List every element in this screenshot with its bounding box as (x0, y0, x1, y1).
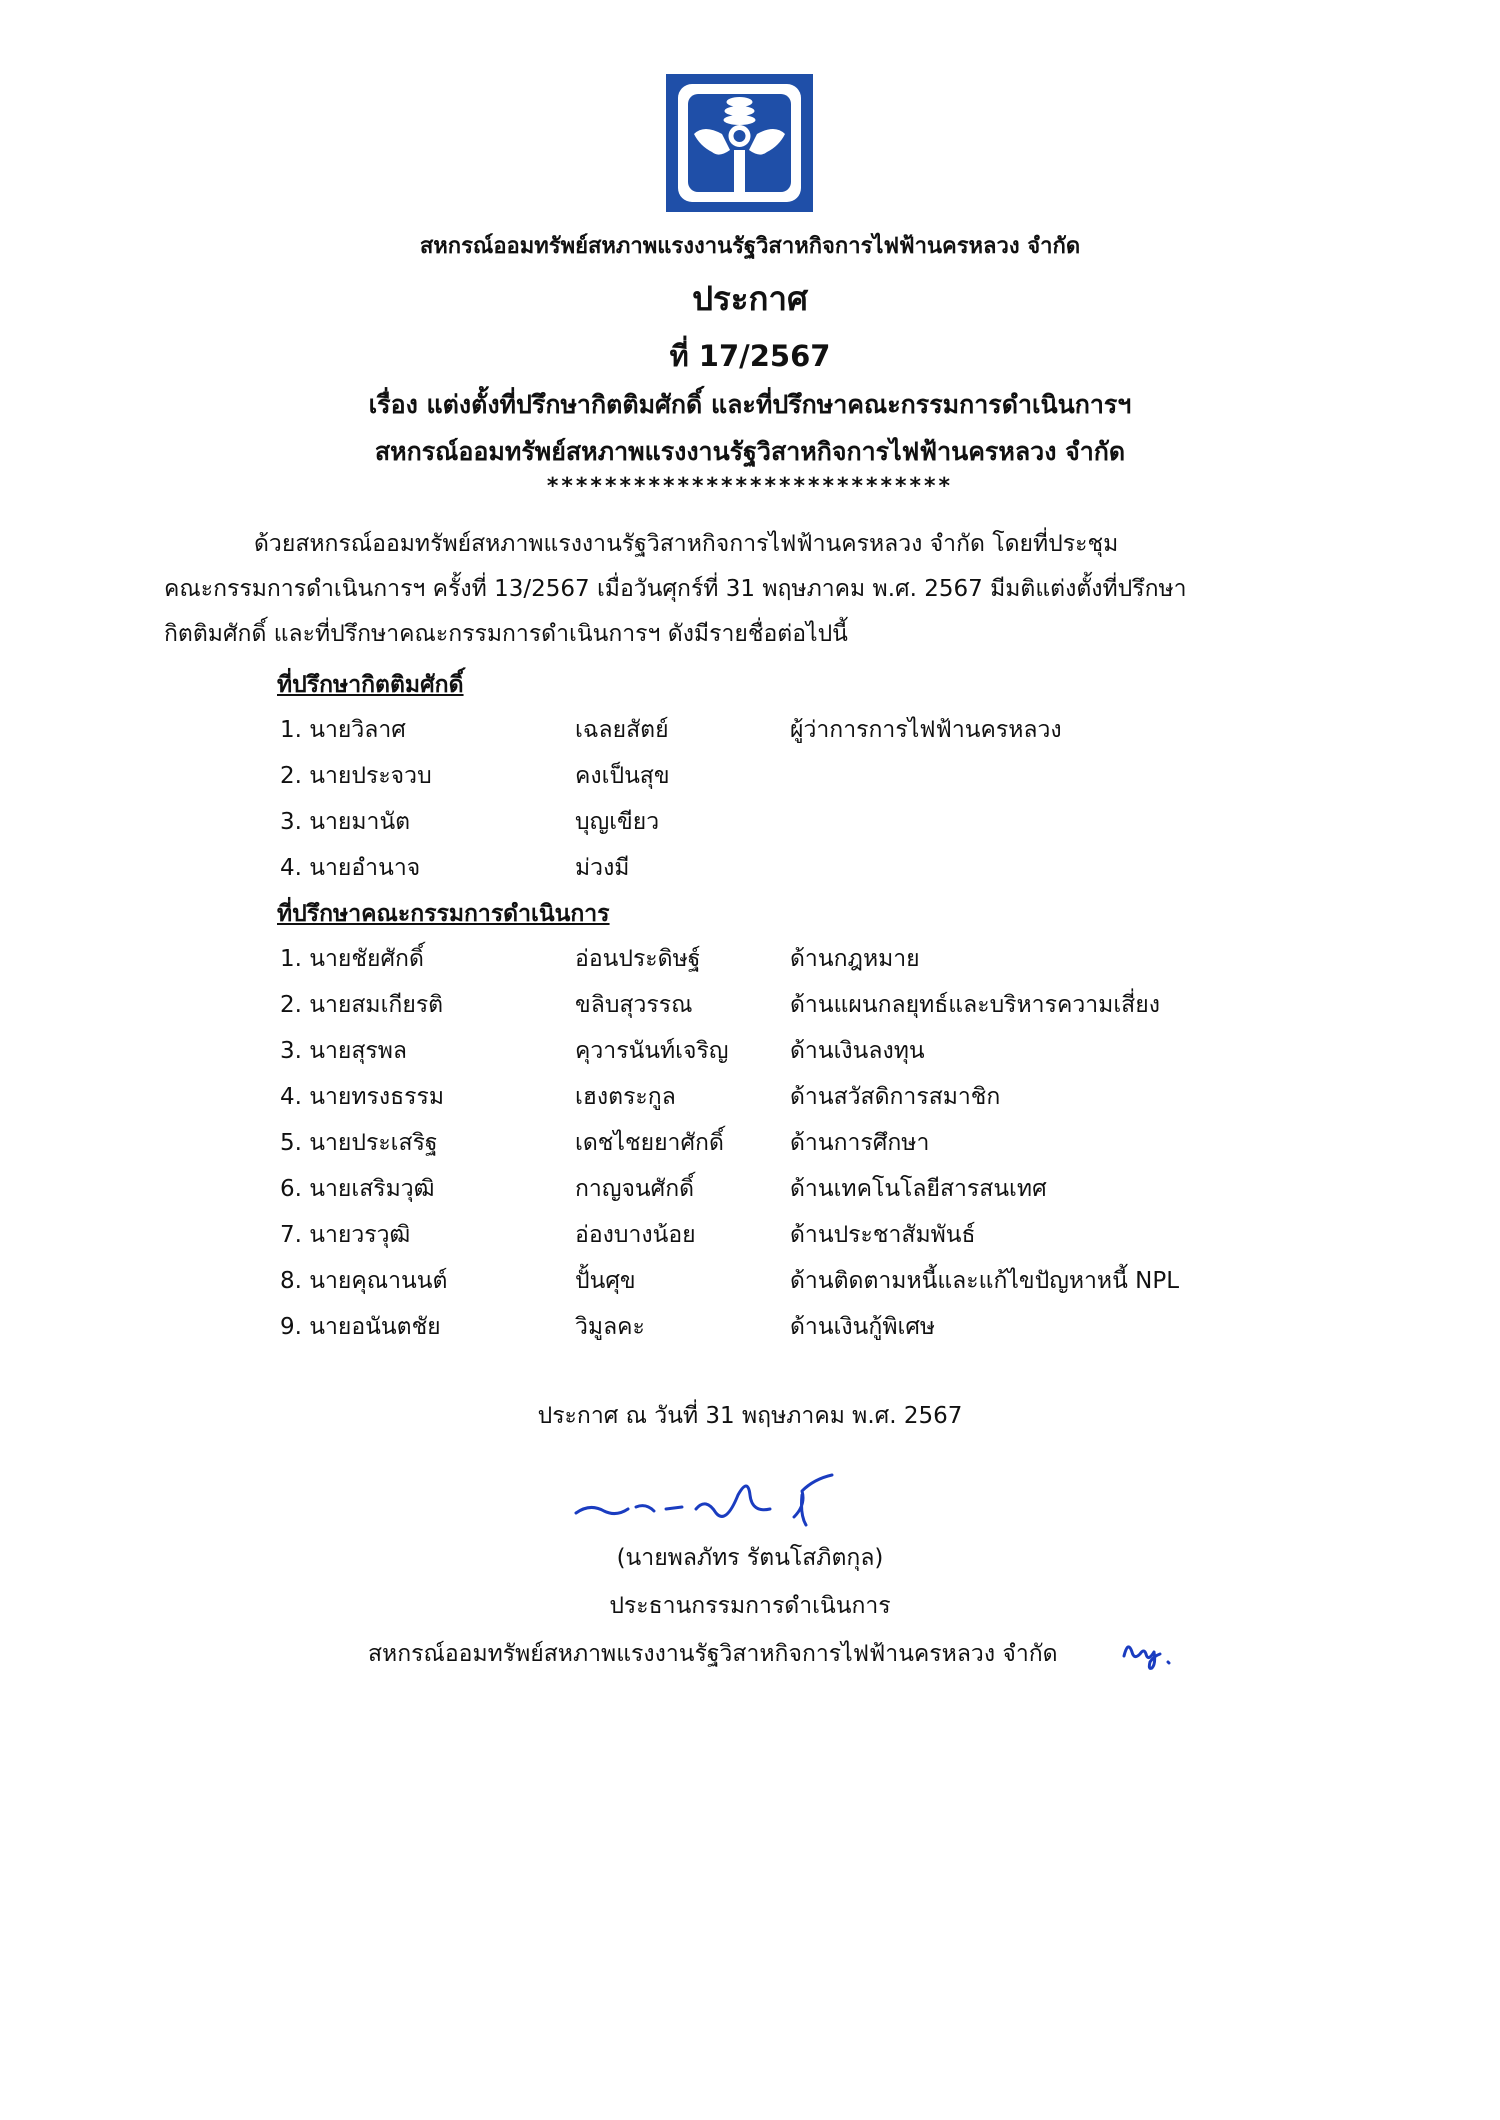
list-item (280, 712, 1280, 757)
member-surname: คุวารนันท์เจริญ (575, 1038, 729, 1064)
member-name: 7. นายวรวุฒิ (280, 1222, 411, 1248)
signer-org: สหกรณ์ออมทรัพย์สหภาพแรงงานรัฐวิสาหกิจการไฟฟ้านครหลวง จำกัด (368, 1641, 1058, 1667)
member-position: ด้านแผนกลยุทธ์และบริหารความเสี่ยง (790, 992, 1160, 1018)
list-item (280, 941, 1280, 986)
member-surname: อ่องบางน้อย (575, 1222, 696, 1248)
signer-name: (นายพลภัทร รัตนโสภิตกุล) (616, 1545, 884, 1571)
list-item (280, 1079, 1280, 1124)
member-surname: กาญจนศักดิ์ (575, 1176, 695, 1202)
member-name: 3. นายมานัต (280, 809, 411, 835)
list-item (280, 1033, 1280, 1078)
document-number: ที่ 17/2567 (669, 339, 831, 373)
handwritten-initials-icon (1118, 1630, 1176, 1670)
member-name: 4. นายทรงธรรม (280, 1084, 445, 1110)
member-position: ด้านเงินลงทุน (790, 1038, 925, 1064)
subject-org-line: สหกรณ์ออมทรัพย์สหภาพแรงงานรัฐวิสาหกิจการไฟฟ้านครหลวง จำกัด (374, 437, 1126, 466)
member-position: ผู้ว่าการการไฟฟ้านครหลวง (790, 717, 1062, 743)
list-item (280, 987, 1280, 1032)
member-surname: ปั้นศุข (575, 1268, 636, 1294)
member-position: ด้านติดตามหนี้และแก้ไขปัญหาหนี้ NPL (790, 1268, 1180, 1294)
body-line-1: ด้วยสหกรณ์ออมทรัพย์สหภาพแรงงานรัฐวิสาหกิจการไฟฟ้านครหลวง จำกัด โดยที่ประชุม (254, 531, 1119, 557)
signer-title: ประธานกรรมการดำเนินการ (609, 1593, 891, 1619)
body-line-3: กิตติมศักดิ์ และที่ปรึกษาคณะกรรมการดำเนินการฯ ดังมีรายชื่อต่อไปนี้ (164, 621, 848, 647)
member-surname: เฮงตระกูล (575, 1084, 676, 1110)
member-surname: อ่อนประดิษฐ์ (575, 946, 701, 972)
list-item (280, 1309, 1280, 1354)
member-surname: ม่วงมี (575, 855, 630, 881)
document-title: ประกาศ (692, 279, 808, 318)
list-item (280, 1171, 1280, 1216)
list-item (280, 850, 1280, 895)
member-name: 2. นายประจวบ (280, 763, 432, 789)
member-name: 2. นายสมเกียรติ (280, 992, 444, 1018)
member-position: ด้านประชาสัมพันธ์ (790, 1222, 976, 1248)
honorary-heading: ที่ปรึกษากิตติมศักดิ์ (277, 672, 464, 698)
member-surname: เดชไชยยาศักดิ์ (575, 1130, 724, 1156)
member-surname: ขลิบสุวรรณ (575, 992, 693, 1018)
committee-heading: ที่ปรึกษาคณะกรรมการดำเนินการ (277, 901, 610, 927)
subject-line: เรื่อง แต่งตั้งที่ปรึกษากิตติมศักดิ์ และที่ปรึกษาคณะกรรมการดำเนินการฯ (368, 390, 1132, 419)
member-name: 4. นายอำนาจ (280, 855, 421, 881)
handwritten-signature-icon (570, 1465, 890, 1535)
member-name: 1. นายวิลาศ (280, 717, 406, 743)
member-name: 6. นายเสริมวุฒิ (280, 1176, 435, 1202)
member-position: ด้านสวัสดิการสมาชิก (790, 1084, 1001, 1110)
member-position: ด้านเงินกู้พิเศษ (790, 1314, 936, 1340)
member-position: ด้านเทคโนโลยีสารสนเทศ (790, 1176, 1047, 1202)
member-name: 9. นายอนันตชัย (280, 1314, 441, 1340)
list-item (280, 804, 1280, 849)
member-name: 3. นายสุรพล (280, 1038, 408, 1064)
separator: **************************** (546, 474, 954, 499)
member-name: 5. นายประเสริฐ (280, 1130, 438, 1156)
member-position: ด้านกฎหมาย (790, 946, 920, 972)
body-line-2: คณะกรรมการดำเนินการฯ ครั้งที่ 13/2567 เมื่อวันศุกร์ที่ 31 พฤษภาคม พ.ศ. 2567 มีมติแต่งตั้งที่ปรึกษา (164, 576, 1187, 602)
list-item (280, 1217, 1280, 1262)
member-position: ด้านการศึกษา (790, 1130, 930, 1156)
cooperative-emblem-icon (664, 72, 815, 214)
org-header: สหกรณ์ออมทรัพย์สหภาพแรงงานรัฐวิสาหกิจการไฟฟ้านครหลวง จำกัด (419, 234, 1081, 259)
member-name: 1. นายชัยศักดิ์ (280, 946, 424, 972)
list-item (280, 1125, 1280, 1170)
list-item (280, 758, 1280, 803)
announcement-date: ประกาศ ณ วันที่ 31 พฤษภาคม พ.ศ. 2567 (537, 1403, 963, 1429)
member-name: 8. นายคุณานนต์ (280, 1268, 448, 1294)
member-surname: วิมูลคะ (575, 1314, 645, 1340)
member-surname: เฉลยสัตย์ (575, 717, 669, 743)
member-surname: บุญเขียว (575, 809, 660, 835)
member-surname: คงเป็นสุข (575, 763, 670, 789)
list-item (280, 1263, 1280, 1308)
